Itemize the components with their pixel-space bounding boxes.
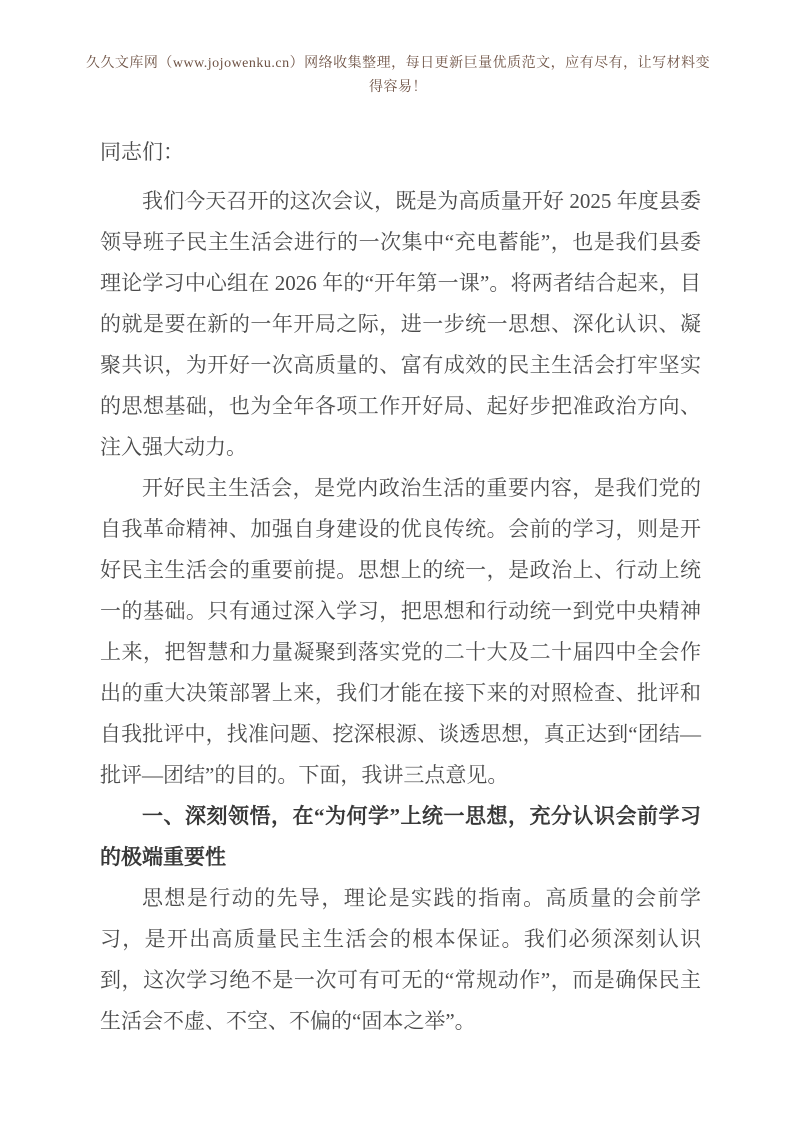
salutation: 同志们： [100,140,184,164]
paragraph-2: 开好民主生活会，是党内政治生活的重要内容，是我们党的自我革命精神、加强自身建设的优良传统。会前的学习，则是开好民主生活会的重要前提。思想上的统一，是政治上、行动上统一的基础。只有通过深入学习，把思想和行动统一到党中央精神上来，把智慧和力量凝聚到落实党的二十大及二十届四中全会作出的重大决策部署上来，我们才能在接下来的对照检查、批评和自我批评中，找准问题、挖深根源、谈透思想，真正达到“团结—批评—团结”的目的。下面，我讲三点意见。 [100,476,701,787]
paragraph-1: 我们今天召开的这次会议，既是为高质量开好 2025 年度县委领导班子民主生活会进行的一次集中“充电蓄能”，也是我们县委理论学习中心组在 2026 年的“开年第一课”。将两者结合起来，目的就是要在新的一年开局之际，进一步统一思想、深化认识、凝聚共识，为开好一次高质量的、富有成效的民主生活会打牢坚实的思想基础，也为全年各项工作开好局、起好步把准政治方向、注入强大动力。 [100,189,701,459]
paragraph-3: 思想是行动的先导，理论是实践的指南。高质量的会前学习，是开出高质量民主生活会的根本保证。我们必须深刻认识到，这次学习绝不是一次可有可无的“常规动作”，而是确保民主生活会不虚、不空、不偏的“固本之举”。 [100,886,701,1033]
watermark-header: 久久文库网（www.jojowenku.cn）网络收集整理，每日更新巨量优质范文，应有尽有，让写材料变得容易！ [85,56,711,95]
section-heading-1: 一、深刻领悟，在“为何学”上统一思想，充分认识会前学习的极端重要性 [100,804,701,869]
document-body [100,132,701,1042]
